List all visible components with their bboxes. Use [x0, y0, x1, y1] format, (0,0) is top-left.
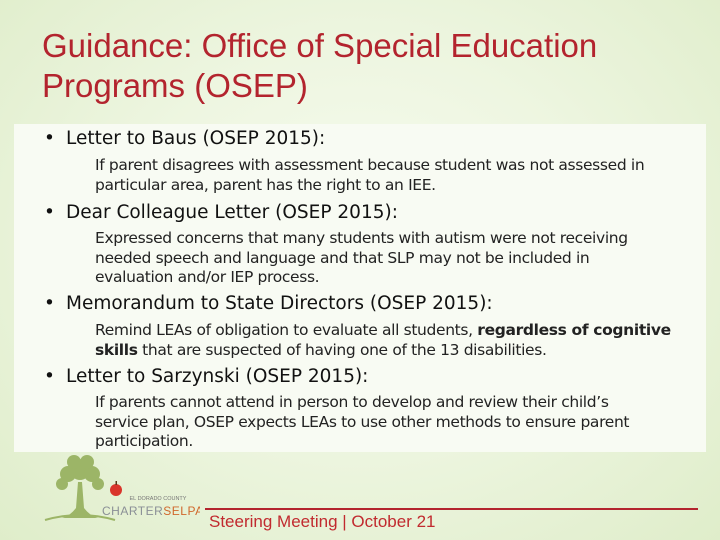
- desc-emphasis: skills: [95, 340, 138, 359]
- desc-text: that are suspected of having one of the 13 disabilities.: [137, 340, 547, 359]
- title-line-2: Programs (OSEP): [42, 67, 308, 104]
- bullet-heading-text: Dear Colleague Letter (OSEP 2015):: [66, 202, 398, 223]
- bullet-heading-text: Letter to Sarzynski (OSEP 2015):: [66, 366, 369, 387]
- logo-name-part2: SELPA: [163, 504, 200, 518]
- logo-name-part1: CHARTER: [102, 504, 164, 518]
- bullet-heading-memorandum: [44, 293, 493, 314]
- apple-icon: [110, 484, 122, 496]
- desc-line: Expressed concerns that many students with autism were not receiving: [95, 229, 628, 247]
- logo-county-text: EL DORADO COUNTY: [129, 496, 187, 502]
- desc-line: If parent disagrees with assessment because student was not assessed in: [95, 156, 645, 174]
- desc-text: Remind LEAs of obligation to evaluate all students,: [95, 321, 478, 339]
- bullet-dot: •: [44, 202, 55, 223]
- desc-line: participation.: [95, 432, 193, 450]
- bullet-description-baus: [95, 156, 700, 195]
- title-line-1: Guidance: Office of Special Education: [42, 27, 598, 64]
- bullet-dot: •: [44, 293, 55, 314]
- bullet-heading-sarzynski: [44, 366, 368, 387]
- bullet-heading-baus: [44, 128, 325, 149]
- bullet-heading-text: Letter to Baus (OSEP 2015):: [66, 128, 326, 149]
- desc-line: service plan, OSEP expects LEAs to use other methods to ensure parent: [95, 412, 630, 431]
- desc-line: [95, 321, 700, 341]
- footer-text: Steering Meeting | October 21: [209, 512, 436, 531]
- logo-name-text: [102, 504, 200, 518]
- charter-selpa-logo: [40, 452, 200, 532]
- bullet-heading-text: Memorandum to State Directors (OSEP 2015):: [66, 293, 493, 314]
- bullet-description-memorandum: [95, 321, 700, 360]
- desc-line: particular area, parent has the right to an IEE.: [95, 175, 436, 194]
- desc-emphasis: regardless of cognitive: [477, 321, 671, 339]
- bullet-dot: •: [44, 366, 55, 387]
- bullet-description-sarzynski: [95, 393, 700, 452]
- bullet-description-dear-colleague: [95, 229, 700, 288]
- footer-divider: [205, 508, 698, 510]
- title-text: [42, 26, 702, 106]
- desc-line: If parents cannot attend in person to develop and review their child’s: [95, 393, 609, 411]
- desc-line: evaluation and/or IEP process.: [95, 268, 320, 286]
- bullet-dot: •: [44, 128, 55, 149]
- bullet-heading-dear-colleague: [44, 202, 398, 223]
- desc-line: [95, 341, 700, 361]
- tree-logo-icon: [40, 452, 200, 532]
- desc-line: needed speech and language and that SLP may not be included in: [95, 248, 590, 267]
